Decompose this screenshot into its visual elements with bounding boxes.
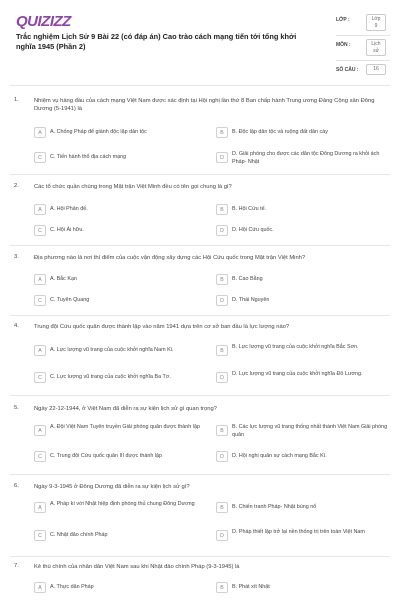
- option-letter-box: B: [216, 274, 228, 285]
- option-letter-box: B: [216, 502, 228, 513]
- option-letter-box: D: [216, 530, 228, 541]
- subject-label: MÔN :: [336, 42, 351, 48]
- grade-value-line-2: 9: [374, 22, 378, 29]
- subject-value-line-1: Lịch: [371, 41, 381, 47]
- option-letter-box: C: [34, 372, 46, 383]
- grade-label: LỚP :: [336, 17, 350, 23]
- question-number: 7.: [14, 563, 19, 569]
- grade-value: [366, 14, 386, 31]
- question-number: 4.: [14, 323, 19, 329]
- option-text: A. Hội Phản đế.: [50, 206, 88, 212]
- question-text: Kẻ thù chính của nhân dân Việt Nam sau khi Nhật đảo chính Pháp (9-3-1945) là: [34, 564, 240, 570]
- option-text: A. Bắc Kạn: [50, 276, 77, 282]
- option-text: D. Thái Nguyên: [232, 297, 270, 303]
- option-letter-box: C: [34, 225, 46, 236]
- question-number: 2.: [14, 183, 19, 189]
- option-text: C. Lực lượng vũ trang của cuộc khởi nghĩa Ba Tơ.: [50, 374, 171, 380]
- option-text: B. Độc lập dân tộc và ruộng đất dân cày: [232, 129, 328, 135]
- option-text: B. Các lực lượng vũ trang thống nhất thành Việt Nam Giải phóng quân: [232, 424, 388, 438]
- option-letter-box: A: [34, 274, 46, 285]
- question-divider: [10, 395, 390, 396]
- option-letter-box: D: [216, 451, 228, 462]
- question-text: Trung đội Cứu quốc quân được thành lập vào năm 1941 dựa trên cơ sở ban đầu là lực lượng nào?: [34, 324, 290, 330]
- option-text: B. Lực lượng vũ trang của cuộc khởi nghĩa Bắc Sơn.: [232, 344, 359, 350]
- worksheet-title: Trắc nghiệm Lịch Sử 9 Bài 22 (có đáp án) Cao trào cách mạng tiến tới tổng khởi nghĩa 1945 (Phần 2): [16, 32, 297, 51]
- option-letter-box: D: [216, 372, 228, 383]
- worksheet-header: [0, 0, 400, 80]
- question-text: Ngày 9-3-1945 ở Đông Dương đã diễn ra sự kiện lịch sử gì?: [34, 484, 190, 490]
- option-text: C. Trung đội Cứu quốc quân III được thành lập: [50, 453, 163, 459]
- option-letter-box: B: [216, 127, 228, 138]
- option-text: A. Lực lượng vũ trang của cuộc khởi nghĩa Nam Kì.: [50, 347, 174, 353]
- grade-value-line-1: Lớp: [371, 16, 381, 22]
- header-divider: [10, 85, 390, 86]
- option-letter-box: B: [216, 204, 228, 215]
- option-text: D. Lực lượng vũ trang của cuộc khởi nghĩa Đô Lương.: [232, 371, 363, 377]
- option-text: A. Thực dân Pháp: [50, 584, 94, 590]
- option-letter-box: C: [34, 295, 46, 306]
- option-letter-box: C: [34, 530, 46, 541]
- option-text: B. Phát xít Nhật: [232, 584, 270, 590]
- option-letter-box: D: [216, 152, 228, 163]
- option-letter-box: A: [34, 345, 46, 356]
- option-letter-box: C: [34, 451, 46, 462]
- question-number: 3.: [14, 254, 19, 260]
- option-text: C. Tiến hành thổ địa cách mạng: [50, 154, 127, 160]
- question-divider: [10, 315, 390, 316]
- option-letter-box: A: [34, 582, 46, 593]
- question-divider: [10, 474, 390, 475]
- question-text: Ngày 22-12-1944, ở Việt Nam đã diễn ra sự kiện lịch sử gì quan trọng?: [34, 406, 217, 412]
- option-text: D. Hội Cứu quốc.: [232, 227, 274, 233]
- option-text: A. Chống Pháp để giành độc lập dân tộc: [50, 129, 147, 135]
- question-number: 1.: [14, 97, 19, 103]
- option-letter-box: D: [216, 295, 228, 306]
- meta-divider: [336, 60, 390, 61]
- option-text: C. Nhật đảo chính Pháp: [50, 532, 108, 538]
- question-text: Các tổ chức quần chúng trong Mặt trận Việt Minh đều có tên gọi chung là gì?: [34, 184, 232, 190]
- subject-value: [366, 39, 386, 56]
- question-text: Nhiệm vụ hàng đầu của cách mạng Việt Nam được xác định tại Hội nghị lần thứ 8 Ban chấp hành Trung ương Đảng Cộng sản Đông Dương (5-1941) là: [34, 98, 375, 113]
- option-text: C. Tuyên Quang: [50, 297, 90, 303]
- option-text: D. Hội nghị quân sự cách mạng Bắc Kì.: [232, 453, 327, 459]
- question-text: Địa phương nào là nơi thí điểm của cuộc vận động xây dựng các Hội Cứu quốc trong Mặt trận Việt Minh?: [34, 255, 306, 261]
- option-letter-box: A: [34, 502, 46, 513]
- option-text: A. Pháp kí với Nhật hiệp định phòng thủ chung Đông Dương: [50, 501, 195, 507]
- question-number: 5.: [14, 405, 19, 411]
- option-text: B. Chiến tranh Pháp- Nhật bùng nổ: [232, 504, 317, 510]
- subject-value-line-2: sử: [373, 47, 379, 54]
- option-letter-box: C: [34, 152, 46, 163]
- meta-divider: [336, 35, 390, 36]
- option-text: D. Giải phóng cho được các dân tộc Đông Dương ra khỏi ách Pháp- Nhật: [232, 151, 380, 165]
- question-count-value: 16: [366, 64, 386, 75]
- option-letter-box: B: [216, 345, 228, 356]
- option-letter-box: A: [34, 127, 46, 138]
- option-text: C. Hội Ái hữu.: [50, 227, 84, 233]
- option-text: B. Hội Cứu tế.: [232, 206, 267, 212]
- option-text: A. Đội Việt Nam Tuyên truyền Giải phóng quân được thành lập: [50, 424, 200, 430]
- question-count-label: SỐ CÂU :: [336, 67, 359, 73]
- question-divider: [10, 174, 390, 175]
- option-letter-box: A: [34, 204, 46, 215]
- question-divider: [10, 245, 390, 246]
- question-divider: [10, 556, 390, 557]
- option-text: B. Cao Bằng: [232, 276, 263, 282]
- option-letter-box: A: [34, 425, 46, 436]
- quizizz-logo[interactable]: QUIZIZZ: [16, 13, 71, 30]
- option-text: D. Pháp thiết lập trở lại nền thống trị trên toàn Việt Nam: [232, 529, 365, 535]
- option-letter-box: D: [216, 225, 228, 236]
- option-letter-box: B: [216, 425, 228, 436]
- option-letter-box: B: [216, 582, 228, 593]
- question-number: 6.: [14, 483, 19, 489]
